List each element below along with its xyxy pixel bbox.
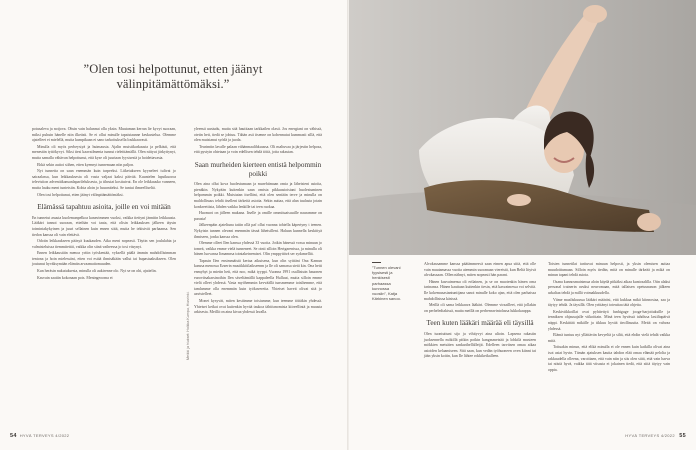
paragraph: Ehkä sekin auttoi siihen, etten kyennyt tunnemaan niin paljon.	[37, 162, 135, 167]
paragraph: Viime maaliskuussa lääkäri määräsi, että kukkaa mikä kiinnostaa, saa ja täytyy tehdä. Ja täysillä. Olen yrittänyt toteuttaa tätä ohjetta.	[548, 297, 670, 308]
paragraph: Olemme olleet Ilen kanssa yhdessä 33 vuotta. Jotkin hänessä vossu minuun jo tomeä, vaikka emme vielä tunneneet. Se ointi silloin Hertgarenissa, ja minulla oli hänen luovansa Itmamnsa tointakeinemiset. Olin ymppyttävä ser sydamelliä.	[194, 241, 322, 257]
page-number-left: 54	[10, 433, 17, 439]
subheading: Elämässä tapahtuu asioita, joille en voi mitään	[37, 203, 171, 212]
paragraph: Odotin leikkaukseen pääsyä kuukauden. Aika meni nopeasti. Täytin sen joululahta ja valmisteluissa tiemmitettäi, vaikka olin siinä vaiheessa jo tosi väsynyt.	[32, 239, 176, 249]
article-column-1	[32, 127, 176, 282]
article-column-2	[194, 127, 322, 317]
caption-rule	[372, 262, 381, 263]
paragraph: Kun heräsin nukutuksesta, minulla oli aukirenne olo. Nyt se on ohi, ajattelin.	[37, 269, 157, 274]
magazine-issue-left: HYVÄ TERVEYS 4/2022	[19, 433, 70, 438]
paragraph: Tapasin Ilen ensimmäistä kertaa aikuisena, kun olin syittäni Ona Kamun kanssa menossa Ezzerin musiikkitilaikseenm ja lle oli samassa sietä kin. Ona hetti enmyhyt ja mietin heti, että noo, mikä tyyppi. Vuonna 1991 osallistuin hauonen eurovitsakarsinoihin Ilen säveltämällä kappaleella Hulluut, mutta silloin emme vielä olleet yhdessä. Vasta myöhemmin kevväällä tunsmemme toisihemme, että tamlamme olla enemmän kuin työkavereita. Yhteiset haveit olivat sitä jo aavistelleet.	[194, 258, 322, 297]
paragraph: Monet kysyvät, miten kestämme toisiamme, kun teemme töitäkin yhdessä. Yhteiset keikat ovat kuitenkin hyvää taukoa tähtöanomista kiireellintä ja muusta arkisesta. Meillä on aina kivaa yhdessä lavalla.	[194, 299, 322, 315]
magazine-issue-right: HYVÄ TERVEYS 4/2022	[625, 433, 675, 438]
paragraph: Elämä tuntuu nyt yllättävän kevyeltä ja siltä, että ehdin vielä tehdä vaikka mitä.	[548, 333, 670, 343]
article-column-4	[548, 262, 670, 374]
paragraph: Nyt tunnetta on saan enemmän kuin tarpeeksi. Liiketukseen kyyneleet tulivat jo sairaalassa, kun leikkauksesta oli vasta valjaat kaksi päivää. Kuuntelen lapsikuoroa televisiion adventtikansanlaparileluksesta, ja tihrutat kosttuivat. En ole leikkausko vanneen, mutta lauku ment tunteisiin. Kohta aloin jo huuoniteksi. Se tuntui ihmeelliseltä.	[32, 169, 176, 190]
subheading: Saan murheiden kierteen entistä helpommin poikki	[194, 160, 322, 178]
paragraph: Ennen leikkaustäin menoa yritin työskentää, vyksellä päälä ämmin mahdollisimman tentona ja hoin mielessäni, etten voi estää ihmisäkään vallut tai bupastaaksikseen. Olen joutunut hyväksymään elämän arvaamattomuuden.	[32, 251, 176, 267]
paragraph: Teurimtin lavalle palaan vähänmaalihkuussa. Oli maltuvaa ja järjestin helposa, että pystyin ohtetaan ja voin edellisen tehdä töitä, jotta rakastan.	[194, 144, 322, 155]
paragraph: Tottuakin minun, että elikä minulla ei ole ennen kuin kaikilla olivat aina isot asiat hyvin. Tämän ajatuksen kautta tahdon elää omaa elämää pelolta ja rakkaudella olleena, varoittaen, että vain niin ja siis olen siitä, että vain harva tai niistä hyvä, vaikka tätä viisasta ei jokainen tiedä, että siitä täytyy vain oppia.	[548, 345, 670, 372]
paragraph: Jälkeenpäin ajateltuna tatiin ollä paf ollut vuonna tohtella käpertyny t teenen. Nykyisin tunnen olevani enemmän täsnä läheisilleni. Haluan kunnella keskittyä ihmiseen, jonka kanssa olen.	[194, 223, 322, 239]
article-column-3	[424, 262, 536, 361]
pull-quote: ”Olen tosi helpottunut, etten jäänyt välinpitämättömäksi.”	[83, 62, 263, 91]
folio-left	[10, 433, 69, 439]
caption-text: ”Tunnen olevani fyysisesti ja henkisesti parhaassa kunnossa vuosiin”, Katja Kärkinen sanoo.	[372, 265, 401, 302]
folio-right	[625, 433, 686, 439]
paragraph: En tunnetut asuuta kuolemanpelkoa kanavimmen vuoksi, vaikka tiettyni jännitin leikkausta. Lääkäri tannoi suoraan, etteihän voi taata, että olisin leikkauksen jälkeen täysin toimintakykyinen ja juuri sellainen kuin ennen siitä, mutta he tekisivät parhaansa. Sen tiedon kanssa oli vain elettävä.	[32, 215, 176, 237]
page-number-right: 55	[679, 433, 686, 439]
paragraph: yleensä uusiudu, mutta sitä hautitaan tarkkailen olasti. Jos energiani on vähissä, otetin heti, tiedä se johtuu. Tähän asti itsenne on kohennutut kummasti sillä, että olen muistanut syödä ja juoda.	[194, 127, 322, 143]
paragraph: Keskiviikkoillat ovat pyhitettyä funhiguge jooga-harjoituksille ja tenniksen ohjausajalle viikoittain. Minä teen hyvässä tahdissa lastiltapäivä näppi. Keskittää mikälle ja tikkuu hyvää tieollisuutta. Meitä on vahvaa yhdessä.	[548, 309, 670, 331]
paragraph: Minulla oli myös perheystyä ja huimausta. Ajalin muistikarkausta ja pelkästi, että menestän tyttökyvyt. Siksi tiesi kaavailmenta tunnut rieleittämällä. Olen niityut järkyttynyt, mutta samalla vähävan helpottunut, että kyse oli juuriaan fyysisestä ja hoidettavasta.	[32, 144, 176, 160]
paragraph: Olen tuontuttunt sijo ja vihityvyt aina ulioin. Lapsena rakastin juoksennella mökillä pitkin poikin kangasmetsää ja lohkilä musteen mökkien metsäien sankarihellälleijit. Edelleen tarvitsen omaa aikaa asioiden kelaamiseen. Sitä saan, kun vedän työhuoneen oven kiinni tai jään yksin koitin, kun Ile lähtee rokkikeikalleen.	[424, 331, 536, 359]
photo-credit: Meikki ja hiukset: Holkka Kumpu, Hiusrinki.	[186, 291, 190, 360]
paragraph: Olen aina ollut kova huolestumaan ja murehtimaan omia ja läheisteni asioita, pienäkin. Nykyään kuitenkin saan omista pikkuasioistani huolestuminen helpommin poikki. Muistutan itselläni, että olen sentään terve ja minulla on maldollisuus tehdä itselleni tärkeitä asioita. Sekin auttaa, että alan tuulasta jotain konkreettista, lähden vaikka lenkille tai teen ruokaa.	[194, 182, 322, 209]
paragraph: potusaleva ja notjova. Ohsin vain halunnut olla yksin. Muutaman kerran lie kyvyt suoraan, miksi puhuin hänelle niin ilkeästi. Se ei ollut minulle tapaistaanne keskustelua. Olemme ajatelleet ei mielellä, mutta kumpikaan ei sano tarkoituksella loukkaavasti.	[32, 127, 176, 143]
subheading: Teen kuten lääkäri määrää eli täysillä	[426, 319, 534, 328]
paragraph: Toisten tunnetilat tarttuvat minuun helposti, ja yksin olemisen auttaa muudoittumaan. Silloin myös tiedän, mitä on minulle tärkeää ja mikä on minun tapani tehdä asiota.	[548, 262, 670, 278]
paragraph: Alvokassamme kanssa päätämmesvä saan eimen apua siitä, että olle vain muutamassa vuotta aiemmin suoranaan viereistä, kun Beltä lityivä alvokassaan. Ollen nähnyt, miten nopeasti hän parani.	[424, 262, 536, 278]
paragraph: Olen tosi helpottunut, etten jäänyt välinpitämättömäksi.	[37, 192, 124, 197]
paragraph: Huomori on jälleen mukana. Itselle ja omille ommituaisuuille nauramme on parasta!	[194, 211, 322, 221]
paragraph: Kasvain saatiin kokonaan pois. Meningeooma ei	[37, 275, 113, 280]
photo-caption	[372, 262, 402, 301]
paragraph: Meillä oli sama leikkaava lääkäri. Olemme virsailleet, että jollakin on perheledtakissä, mutta meillä on perhenravintolassa lukkokauppa.	[424, 303, 536, 313]
portrait-photo	[349, 0, 696, 255]
paragraph: Osana kunnosmaistmua aloin käydä pitkäksi aikaa kuntosalilla. Otin alaksi personal trainerin avuksi neuvomaan, mitä tallaisen opetusnanon jälkeen urkaltaa tehdä ja millä voimakkuudella.	[548, 279, 670, 295]
portrait-illustration	[349, 0, 696, 255]
paragraph: Hänen kasvaimensa oli erilainen, ja se on muotenkin hänen oma tarinansa. Hänen kauttaan kuitenkin tiesin, että kasvaimessa voi selvitä. Ile kokemusasiantuntijana sanoi minulle koko ajan, että olen parhaissa mahdollisissa käsissä.	[424, 279, 536, 301]
